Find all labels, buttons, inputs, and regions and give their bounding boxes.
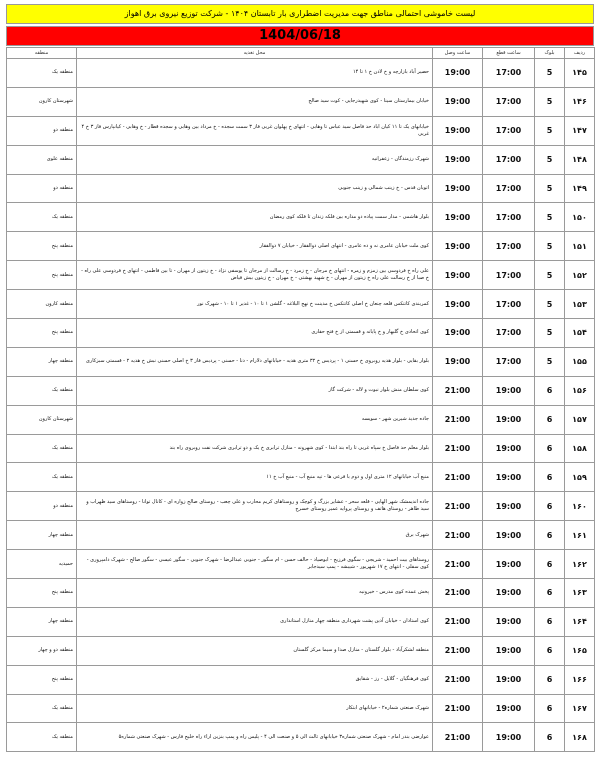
block-cell: 6 (535, 434, 565, 463)
location-cell: اتوبان قدس - خ زینب شمالی و زینب جنوبی (77, 174, 433, 203)
table-row (7, 405, 595, 434)
area-cell: حمیدیه (7, 550, 77, 579)
area-cell: منطقه پنج (7, 261, 77, 290)
on-time: 21:00 (433, 405, 483, 434)
area-cell: منطقه یک (7, 376, 77, 405)
block-cell: 6 (535, 579, 565, 608)
block-cell: 5 (535, 174, 565, 203)
off-time: 19:00 (483, 694, 535, 723)
block-cell: 6 (535, 550, 565, 579)
area-cell: منطقه پنج (7, 232, 77, 261)
col-header-block: بلوک (535, 48, 565, 59)
row-number: ۱۶۲ (565, 550, 595, 579)
on-time: 21:00 (433, 521, 483, 550)
on-time: 19:00 (433, 174, 483, 203)
row-number: ۱۴۸ (565, 145, 595, 174)
on-time: 19:00 (433, 347, 483, 376)
table-row (7, 203, 595, 232)
col-header-area: منطقه (7, 48, 77, 59)
area-cell: منطقه یک (7, 434, 77, 463)
off-time: 17:00 (483, 145, 535, 174)
block-cell: 5 (535, 319, 565, 348)
row-number: ۱۵۱ (565, 232, 595, 261)
table-row (7, 723, 595, 752)
table-row (7, 87, 595, 116)
block-cell: 5 (535, 59, 565, 88)
on-time: 21:00 (433, 434, 483, 463)
location-cell: کمربندی کانتکس قلعه چنعان خ اصلی کانتکس خ مدینت خ نهج البلاغه - گلشن ۱ تا ۱۰ - غدیر ۱ تا ۱۰ - شهرک نور (77, 290, 433, 319)
col-header-row-number: ردیف (565, 48, 595, 59)
location-cell: حصیر آباد بازارچه و خ لادن خ ۱ تا ۱۴ (77, 59, 433, 88)
location-cell: کوی ملت خیابان عامری نه و ده عامری - انتهای اصلی ذوالفقار - خیابان ۷ ذوالفقار (77, 232, 433, 261)
block-cell: 5 (535, 232, 565, 261)
off-time: 19:00 (483, 665, 535, 694)
block-cell: 6 (535, 665, 565, 694)
location-cell: عوارضی بندر امام - شهرک صنعتی شماره۳ خیابانهای ثالث الی ۵ و صنعت الی ۴ - پلیس راه و پمپ بنزین اراء راه خلیج فارس - شهرک صنعتی شماره۵ (77, 723, 433, 752)
table-row (7, 145, 595, 174)
area-cell: منطقه دو (7, 116, 77, 145)
location-cell: منطقه لشکرآباد - بلوار گلستان - منازل صدا و سیما مرکز گلستان (77, 636, 433, 665)
row-number: ۱۵۸ (565, 434, 595, 463)
block-cell: 6 (535, 521, 565, 550)
table-row (7, 319, 595, 348)
off-time: 19:00 (483, 463, 535, 492)
table-row (7, 694, 595, 723)
outage-table (6, 47, 595, 752)
row-number: ۱۵۷ (565, 405, 595, 434)
row-number: ۱۵۳ (565, 290, 595, 319)
off-time: 17:00 (483, 319, 535, 348)
location-cell: بلوار هاشمی - مدار سمت پیاده دو مداره بین فلکه زندان تا فلکه کوی رمضان (77, 203, 433, 232)
on-time: 21:00 (433, 665, 483, 694)
row-number: ۱۶۵ (565, 636, 595, 665)
location-cell: شهرک برق (77, 521, 433, 550)
page-title: لیست خاموشی احتمالی مناطق جهت مدیریت اضطراری بار تابستان ۱۴۰۴ - شرکت توزیع نیروی برق اهواز (6, 4, 594, 24)
table-row (7, 463, 595, 492)
table-row (7, 174, 595, 203)
off-time: 19:00 (483, 376, 535, 405)
block-cell: 6 (535, 694, 565, 723)
table-row (7, 290, 595, 319)
off-time: 19:00 (483, 579, 535, 608)
table-row (7, 665, 595, 694)
on-time: 19:00 (433, 319, 483, 348)
area-cell: منطقه پنج (7, 579, 77, 608)
row-number: ۱۵۹ (565, 463, 595, 492)
row-number: ۱۵۲ (565, 261, 595, 290)
table-row (7, 347, 595, 376)
off-time: 17:00 (483, 261, 535, 290)
on-time: 21:00 (433, 550, 483, 579)
table-row (7, 116, 595, 145)
location-cell: شهرک رزمندگان - زعفرانیه (77, 145, 433, 174)
on-time: 19:00 (433, 59, 483, 88)
table-row (7, 232, 595, 261)
location-cell: کوی استادان - خیابان آذین پشت شهرداری منطقه چهار منازل استانداری (77, 607, 433, 636)
block-cell: 6 (535, 463, 565, 492)
off-time: 19:00 (483, 607, 535, 636)
table-row (7, 492, 595, 521)
row-number: ۱۶۴ (565, 607, 595, 636)
location-cell: خیابانهای یک تا ۱۱ کیان اباد حد فاصل سید عباس تا وهابی - انتهای خ پهلوان غربی فاز ۳ سمت سجده - خ مرداد بین وهابی و سجده قطار - خ وهابی - کیانپارس فاز ۳ خ ۴ غربی (77, 116, 433, 145)
block-cell: 6 (535, 376, 565, 405)
table-row (7, 636, 595, 665)
row-number: ۱۴۹ (565, 174, 595, 203)
row-number: ۱۵۴ (565, 319, 595, 348)
on-time: 19:00 (433, 116, 483, 145)
table-row (7, 376, 595, 405)
off-time: 19:00 (483, 723, 535, 752)
row-number: ۱۴۵ (565, 59, 595, 88)
off-time: 19:00 (483, 521, 535, 550)
table-row (7, 59, 595, 88)
on-time: 19:00 (433, 290, 483, 319)
off-time: 17:00 (483, 347, 535, 376)
off-time: 17:00 (483, 87, 535, 116)
off-time: 17:00 (483, 203, 535, 232)
location-cell: پخش عمده کوی مدرس - خیرونیه (77, 579, 433, 608)
on-time: 19:00 (433, 232, 483, 261)
off-time: 17:00 (483, 59, 535, 88)
location-cell: بلوار معلم حد فاصل خ سپاه غربی تا راه بند ابتدا - کوی شهرونه - منازل ترابری خ یک و دو ترابری شرکت نفت روبروی راه بند (77, 434, 433, 463)
location-cell: کوی اتحادی خ گلبهار و خ پایانه و قسمتی از خ فتح حقاری (77, 319, 433, 348)
area-cell: منطقه پنج (7, 319, 77, 348)
location-cell: روستاهای بیت احمید - شریجی - سگوی فرزیج - ابوصیاد - حالف حسن - ام سگور - جنوبی عبدالرضا - شهرک جنوبی - سگور عیسی - سگور صالح - شهرک دامپروری - کوی سفلی - انتهای خ ۱۷ شهریور - شیبشه - پمپ سیدجابر (77, 550, 433, 579)
location-cell: کوی سلطان منش بلوار نبوت و لاله - شرکت گاز (77, 376, 433, 405)
on-time: 19:00 (433, 261, 483, 290)
row-number: ۱۶۷ (565, 694, 595, 723)
on-time: 21:00 (433, 376, 483, 405)
off-time: 19:00 (483, 636, 535, 665)
area-cell: شهرستان کارون (7, 87, 77, 116)
on-time: 21:00 (433, 492, 483, 521)
row-number: ۱۶۸ (565, 723, 595, 752)
block-cell: 6 (535, 405, 565, 434)
block-cell: 6 (535, 723, 565, 752)
on-time: 21:00 (433, 463, 483, 492)
row-number: ۱۶۰ (565, 492, 595, 521)
on-time: 21:00 (433, 636, 483, 665)
table-row (7, 261, 595, 290)
on-time: 19:00 (433, 203, 483, 232)
area-cell: منطقه دو و چهار (7, 636, 77, 665)
area-cell: منطقه پنج (7, 665, 77, 694)
block-cell: 5 (535, 145, 565, 174)
area-cell: منطقه دو (7, 492, 77, 521)
row-number: ۱۴۷ (565, 116, 595, 145)
on-time: 21:00 (433, 723, 483, 752)
location-cell: منبع آب خیابانهای ۱۲ متری اول و دوم با فرعی ها - تپه منبع آب - منبع آب خ ۱۱ (77, 463, 433, 492)
row-number: ۱۶۳ (565, 579, 595, 608)
date-banner: 1404/06/18 (6, 26, 594, 46)
area-cell: منطقه چهار (7, 607, 77, 636)
block-cell: 5 (535, 87, 565, 116)
block-cell: 5 (535, 290, 565, 319)
block-cell: 6 (535, 636, 565, 665)
off-time: 17:00 (483, 290, 535, 319)
area-cell: منطقه یک (7, 463, 77, 492)
col-header-location: محل تغذیه (77, 48, 433, 59)
off-time: 17:00 (483, 116, 535, 145)
off-time: 17:00 (483, 232, 535, 261)
block-cell: 5 (535, 347, 565, 376)
area-cell: منطقه چهار (7, 347, 77, 376)
table-row (7, 434, 595, 463)
block-cell: 5 (535, 116, 565, 145)
area-cell: منطقه یک (7, 723, 77, 752)
area-cell: منطقه چهار (7, 521, 77, 550)
row-number: ۱۵۶ (565, 376, 595, 405)
area-cell: منطقه یک (7, 694, 77, 723)
area-cell: شهرستان کارون (7, 405, 77, 434)
row-number: ۱۶۶ (565, 665, 595, 694)
area-cell: منطقه یک (7, 203, 77, 232)
col-header-off-time: ساعت قطع (483, 48, 535, 59)
table-header-row (7, 48, 595, 59)
area-cell: منطقه علوی (7, 145, 77, 174)
table-row (7, 550, 595, 579)
area-cell: منطقه کارون (7, 290, 77, 319)
off-time: 19:00 (483, 434, 535, 463)
row-number: ۱۵۵ (565, 347, 595, 376)
table-row (7, 579, 595, 608)
block-cell: 5 (535, 203, 565, 232)
location-cell: شهرک صنعتی شماره۲ - خیابانهای ابتکار (77, 694, 433, 723)
location-cell: کوی فرهنگیان - گلایل - رز - شقایق (77, 665, 433, 694)
off-time: 17:00 (483, 174, 535, 203)
row-number: ۱۵۰ (565, 203, 595, 232)
on-time: 21:00 (433, 579, 483, 608)
on-time: 21:00 (433, 694, 483, 723)
block-cell: 6 (535, 492, 565, 521)
off-time: 19:00 (483, 550, 535, 579)
location-cell: جاده جدید شیرین شهر - سویسه (77, 405, 433, 434)
block-cell: 5 (535, 261, 565, 290)
on-time: 21:00 (433, 607, 483, 636)
off-time: 19:00 (483, 492, 535, 521)
col-header-on-time: ساعت وصل (433, 48, 483, 59)
location-cell: خیابان بیمارستان سینا - کوی شهیدرجایی - کوت سید صالح (77, 87, 433, 116)
row-number: ۱۶۱ (565, 521, 595, 550)
row-number: ۱۴۶ (565, 87, 595, 116)
location-cell: علی راه خ فردوسی بین زمزم و زمره - انتهای خ مرجان - خ زمرد - خ رسالت از مرجان تا یوسفی نژاد - خ زیتون از مهران - تا بین فاطمی - انتهای خ فردوسی علی راه - خ صبا از خ رسالت علی راه خ زیتون از مهران - خ شهید بهشتی - خ مهران - خ زیتون بیش فیاض (77, 261, 433, 290)
table-row (7, 607, 595, 636)
area-cell: منطقه دو (7, 174, 77, 203)
location-cell: جاده اندیمشک شهر الهایی - قلعه سحر - عشایر بزرگ و کوچک و روستاهای کریم محارب و علی چعب - روستای صالح زواره ای - کانال توانا - روستاهای سید ظهراب و سید طاهر - روستای هاتف و روستای پروایه عمیر روستای خسرج (77, 492, 433, 521)
block-cell: 6 (535, 607, 565, 636)
on-time: 19:00 (433, 87, 483, 116)
off-time: 19:00 (483, 405, 535, 434)
on-time: 19:00 (433, 145, 483, 174)
area-cell: منطقه یک (7, 59, 77, 88)
location-cell: بلوار بقایی - بلوار هدیه روبروی خ حسنی ۱ - پردیس خ ۳۲ متری هدیه - خیابانهای دلارام - دنا - حسنی - پردیس فاز ۳ خ اصلی حسنی نبش خ هدیه ۲ - قسمتی سبزکاری (77, 347, 433, 376)
table-row (7, 521, 595, 550)
